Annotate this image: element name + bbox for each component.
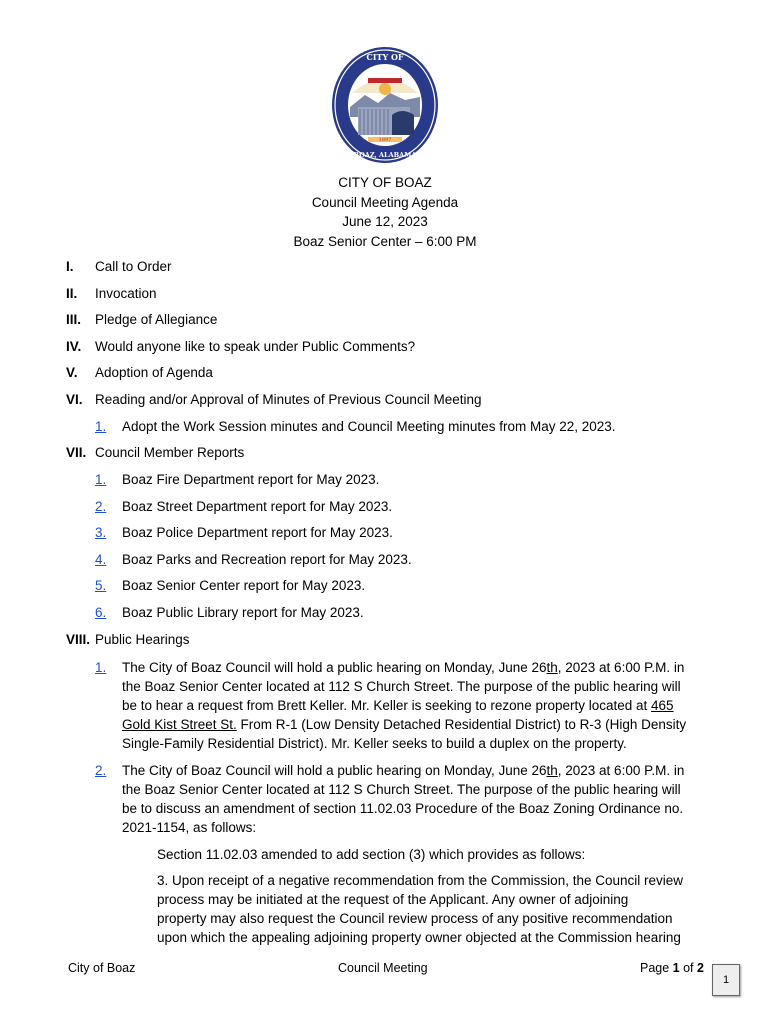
item-text: Public Hearings: [95, 632, 190, 647]
subitem-number-link[interactable]: 5.: [95, 578, 107, 593]
agenda-subitem-vii-1: [95, 471, 379, 489]
city-seal-logo: [330, 45, 440, 165]
hearing-2-text: [122, 761, 702, 837]
subitem-text: Boaz Senior Center report for May 2023.: [122, 578, 366, 593]
item-number: I.: [66, 259, 74, 274]
meeting-date: June 12, 2023: [342, 214, 428, 229]
quote-line: 3. Upon receipt of a negative recommendation from the Commission, the Council review: [157, 873, 683, 888]
seal-bottom-text: BOAZ, ALABAMA: [353, 151, 417, 159]
agenda-subitem-vi-1: [95, 418, 616, 436]
quote-line: upon which the appealing adjoining property owner objected at the Commission hearing: [157, 930, 681, 945]
subitem-number-link[interactable]: 6.: [95, 605, 107, 620]
agenda-item-vii: [66, 444, 244, 462]
footer-page-number: Page 1 of 2: [640, 961, 704, 975]
subitem-text: Boaz Street Department report for May 2023.: [122, 499, 393, 514]
item-text: Pledge of Allegiance: [95, 312, 218, 327]
subitem-text: Boaz Police Department report for May 2023.: [122, 525, 393, 540]
hearing-2-line: 2021-1154, as follows:: [122, 820, 257, 835]
hearing-2-line: The City of Boaz Council will hold a public hearing on Monday, June 26th, 2023 at 6:00 P.M. in: [122, 763, 685, 778]
agenda-subitem-vii-5: [95, 577, 365, 595]
item-text: Invocation: [95, 286, 157, 301]
hearing-1-line: be to hear a request from Brett Keller. Mr. Keller is seeking to rezone property located at 465: [122, 698, 674, 713]
agenda-subitem-vii-2: [95, 498, 392, 516]
subitem-number-link[interactable]: 1.: [95, 419, 107, 434]
item-number: V.: [66, 365, 78, 380]
item-text: Adoption of Agenda: [95, 365, 213, 380]
hearing-1-line: the Boaz Senior Center located at 112 S Church Street. The purpose of the public hearing will: [122, 679, 681, 694]
hearing-2-line: be to discuss an amendment of section 11.02.03 Procedure of the Boaz Zoning Ordinance no.: [122, 801, 684, 816]
hearing-2-line: the Boaz Senior Center located at 112 S Church Street. The purpose of the public hearing will: [122, 782, 681, 797]
amendment-quote: [157, 871, 705, 947]
footer-left: City of Boaz: [68, 961, 136, 975]
hearing-1-line: Single-Family Residential District). Mr. Keller seeks to build a duplex on the property.: [122, 736, 627, 751]
hearing-1-line: Gold Kist Street St. From R-1 (Low Density Detached Residential District) to R-3 (High Density: [122, 717, 687, 732]
agenda-subitem-vii-6: [95, 604, 364, 622]
hearing-1-text: [122, 658, 702, 753]
subitem-number-link[interactable]: 2.: [95, 499, 107, 514]
agenda-subitem-vii-3: [95, 524, 393, 542]
quote-line: process may be initiated at the request of the Applicant. Any owner of adjoining: [157, 892, 629, 907]
agenda-title-block: [0, 173, 770, 251]
agenda-item-iv: [66, 338, 415, 356]
city-name: CITY OF BOAZ: [338, 175, 432, 190]
item-text: Council Member Reports: [95, 445, 245, 460]
agenda-item-iii: [66, 311, 217, 329]
page-indicator-box[interactable]: 1: [712, 964, 740, 996]
item-number: VIII.: [66, 632, 91, 647]
item-number: II.: [66, 286, 78, 301]
agenda-item-v: [66, 364, 213, 382]
item-text: Reading and/or Approval of Minutes of Previous Council Meeting: [95, 392, 482, 407]
subitem-text: Boaz Fire Department report for May 2023.: [122, 472, 380, 487]
hearing-1-line: The City of Boaz Council will hold a public hearing on Monday, June 26th, 2023 at 6:00 P.M. in: [122, 660, 685, 675]
agenda-title: Council Meeting Agenda: [311, 194, 459, 210]
subitem-number-link[interactable]: 3.: [95, 525, 107, 540]
svg-text:CITY OF: CITY OF: [366, 52, 404, 62]
agenda-subitem-vii-4: [95, 551, 412, 569]
seal-year: 1897: [378, 137, 392, 143]
agenda-item-ii: [66, 285, 157, 303]
hearing-2-number-link[interactable]: 2.: [95, 763, 107, 778]
item-number: VII.: [66, 445, 87, 460]
section-amendment-line: Section 11.02.03 amended to add section (3) which provides as follows:: [157, 847, 586, 862]
subitem-text: Boaz Parks and Recreation report for May 2023.: [122, 552, 412, 567]
agenda-item-viii: [66, 631, 190, 649]
item-text: Call to Order: [95, 259, 172, 274]
seal-top-text: [366, 52, 404, 62]
subitem-text: Boaz Public Library report for May 2023.: [122, 605, 364, 620]
item-number: IV.: [66, 339, 82, 354]
hearing-1-number-link[interactable]: 1.: [95, 660, 107, 675]
quote-line: property may also request the Council review process of any positive recommendation: [157, 911, 673, 926]
subitem-text: Adopt the Work Session minutes and Council Meeting minutes from May 22, 2023.: [122, 419, 616, 434]
item-number: III.: [66, 312, 82, 327]
meeting-location: Boaz Senior Center – 6:00 PM: [293, 233, 477, 249]
agenda-item-vi: [66, 391, 481, 409]
item-number: VI.: [66, 392, 83, 407]
subitem-number-link[interactable]: 1.: [95, 472, 107, 487]
footer-center: Council Meeting: [338, 961, 428, 975]
agenda-item-i: [66, 258, 172, 276]
item-text: Would anyone like to speak under Public Comments?: [95, 339, 416, 354]
subitem-number-link[interactable]: 4.: [95, 552, 107, 567]
